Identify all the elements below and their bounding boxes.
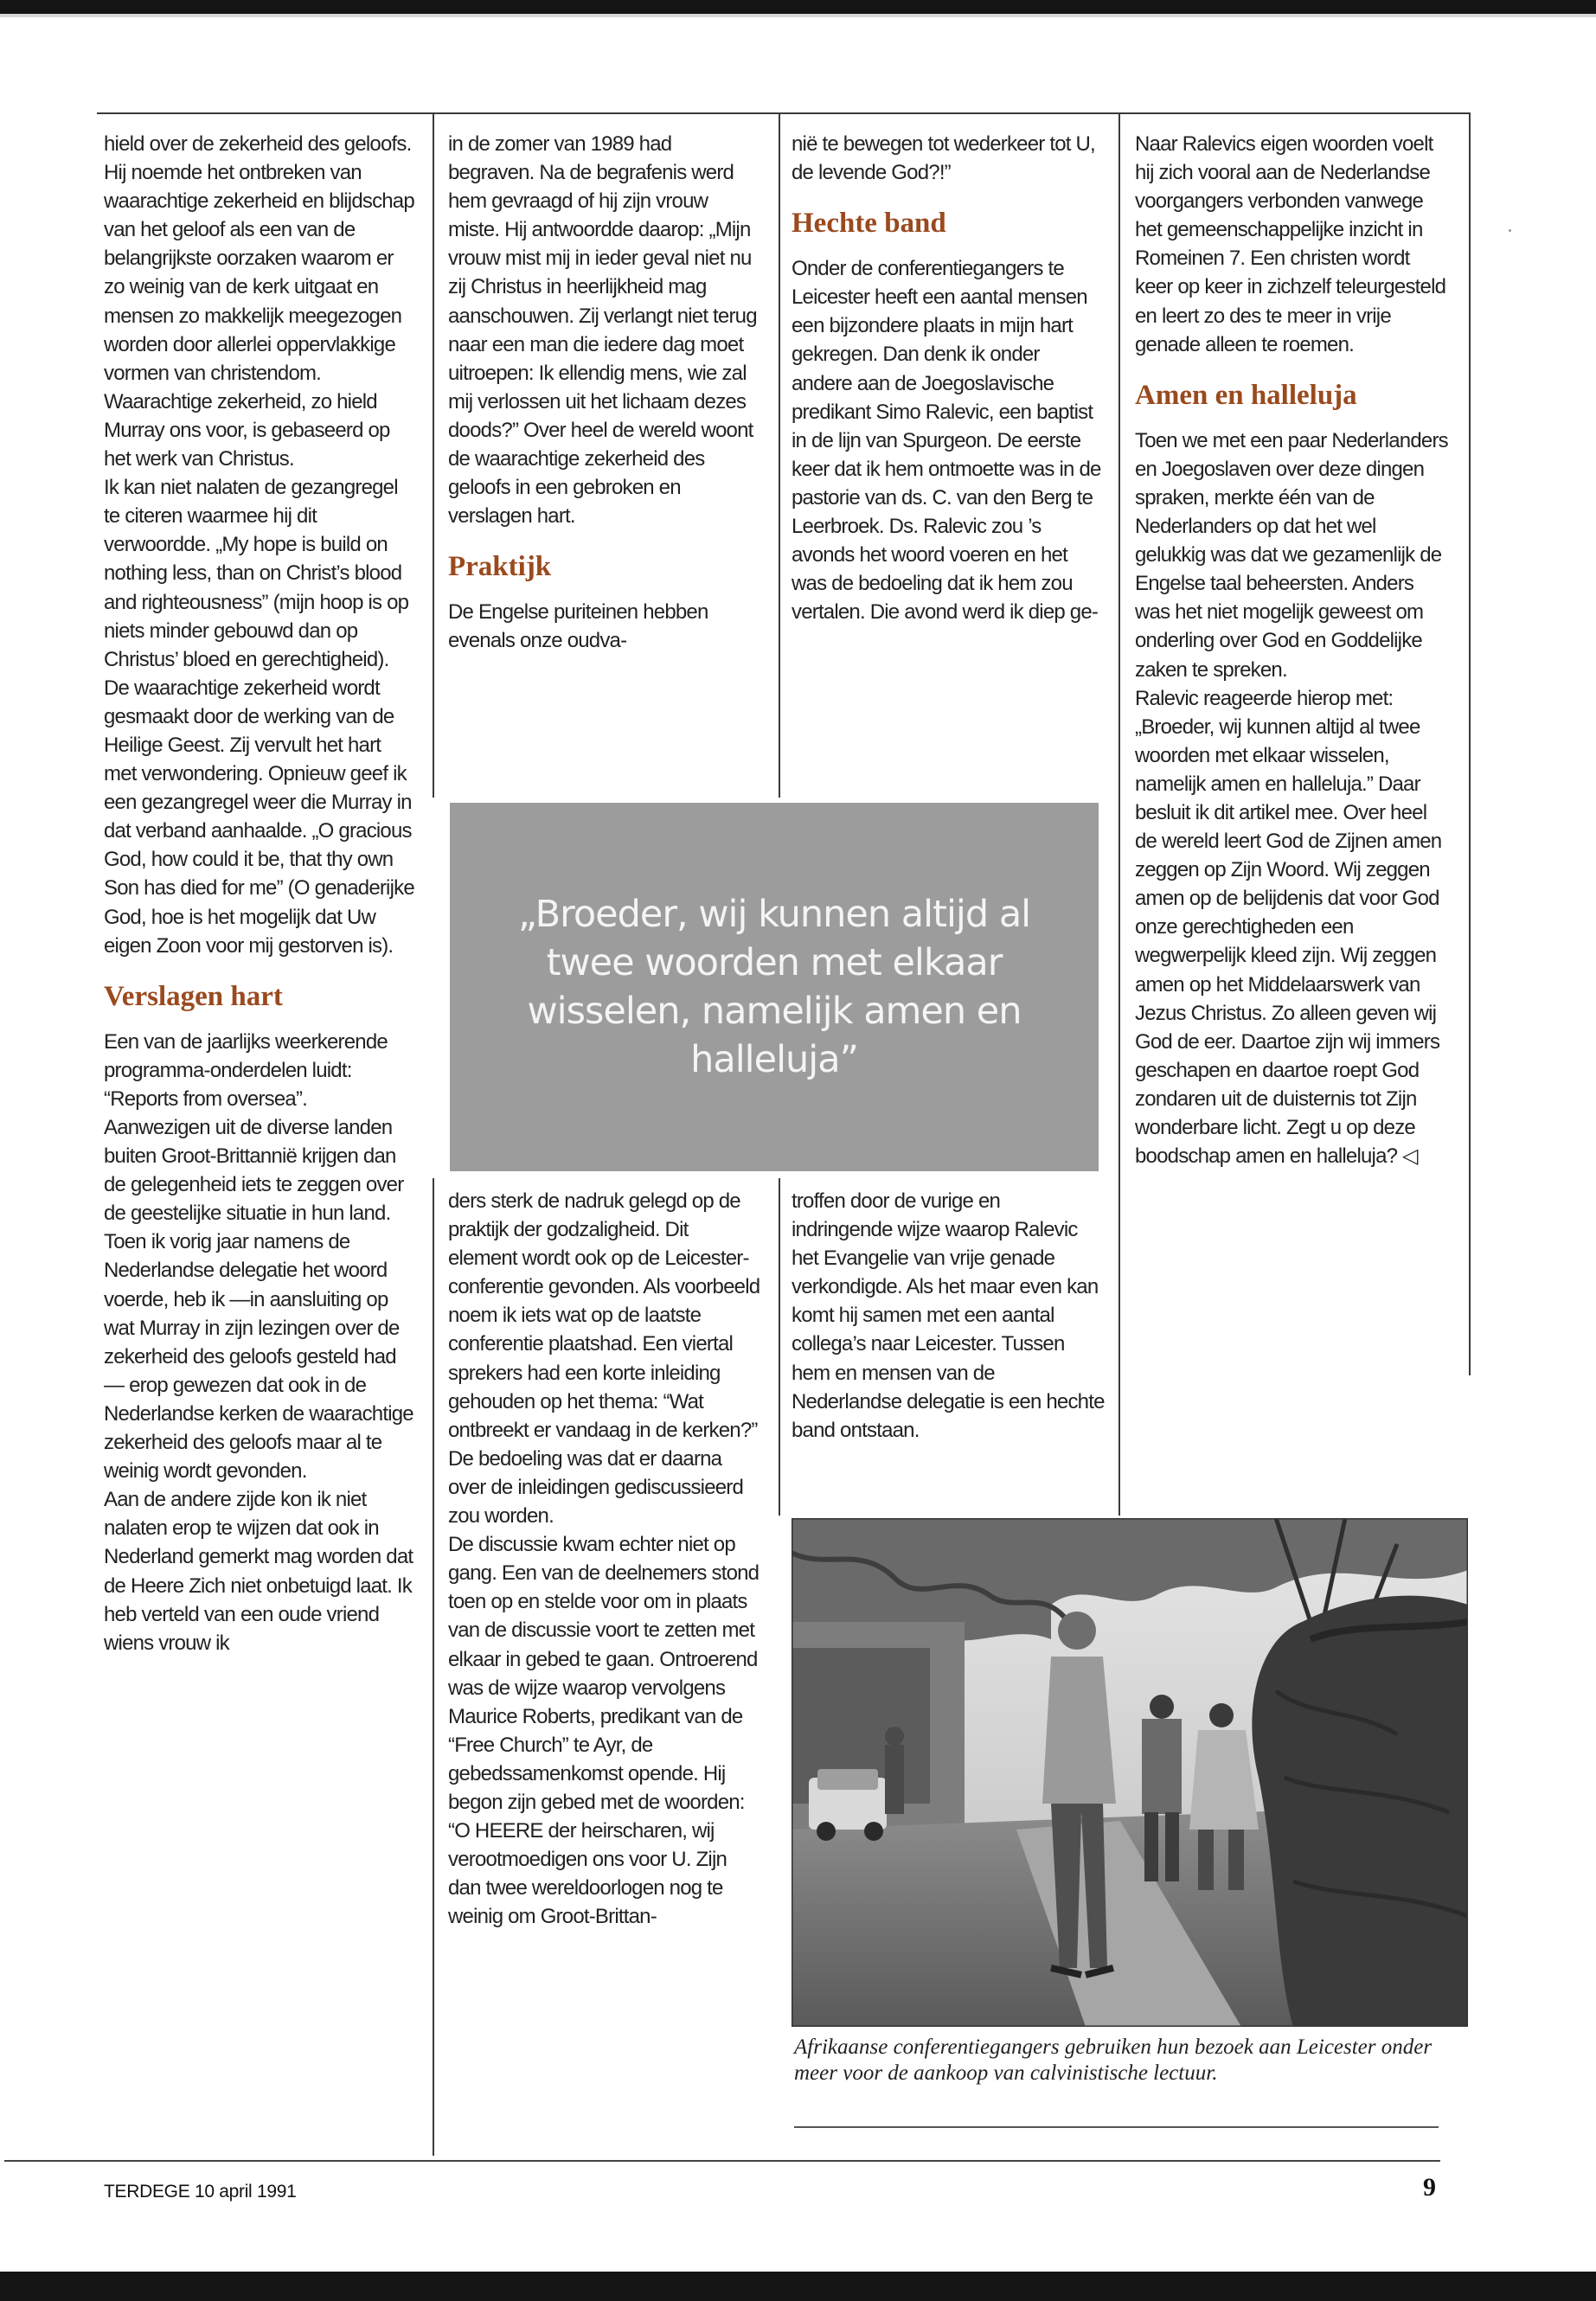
paragraph: troffen door de vurige en indringende wijze waarop Ralevic het Evangelie van vrije genade verkondigde. Als het maar even kan komt hij samen met een aantal collega’s naar Leicester. Tussen hem en mensen van de Nederlandse delegatie is een hechte band ontstaan. bbox=[792, 1189, 1105, 1442]
conference-photo bbox=[792, 1518, 1468, 2027]
paragraph: De Engelse puriteinen hebben evenals onze oudva- bbox=[448, 600, 708, 653]
section-heading: Praktijk bbox=[448, 551, 552, 583]
article-column-4 bbox=[1135, 130, 1451, 1505]
section-heading: Verslagen hart bbox=[104, 980, 283, 1012]
caption-rule bbox=[794, 2126, 1439, 2128]
paragraph: Naar Ralevics eigen woorden voelt hij zich vooral aan de Nederlandse voorgangers verbonden vanwege het gemeenschappelijke inzicht in Romeinen 7. Een christen wordt keer op keer in zichzelf teleurgesteld en leert zo des te meer in vrije genade alleen te roemen. bbox=[1135, 132, 1446, 356]
article-column-1 bbox=[104, 130, 415, 2158]
paragraph: Ik kan niet nalaten de gezangregel te citeren waarmee hij dit verwoordde. „My hope is build on nothing less, than on Christ’s blood and righteousness” (mijn hoop is op niets minder gebouwd dan op Christus’ bloed en gerechtigheid). De waarachtige zekerheid wordt gesmaakt door de werking van de Heilige Geest. Zij vervult het hart met verwondering. Opnieuw geef ik een gezangregel weer die Murray in dat verband aanhaalde. „O gracious God, how could it be, that thy own Son has died for me” (O genaderijke God, hoe is het mogelijk dat Uw eigen Zoon voor mij gestorven is). bbox=[104, 476, 414, 958]
paragraph: Ralevic reageerde hierop met: „Broeder, wij kunnen altijd al twee woorden met elkaar wisselen, namelijk amen en halleluja.” Daar besluit ik dit artikel mee. Over heel de wereld leert God de Zijnen amen zeggen op Zijn Woord. Wij zeggen amen op de belijdenis dat voor God onze gerechtigheden een wegwerpelijk kleed zijn. Wij zeggen amen op het Middelaarswerk van Jezus Christus. Zo alleen geven wij God de eer. Daartoe zijn wij immers geschapen en daartoe roept God zondaren uit de duisternis tot Zijn wonderbare licht. Zegt u op deze boodschap amen en halleluja? ◁ bbox=[1135, 686, 1442, 1169]
pull-quote-box bbox=[450, 803, 1099, 1171]
pull-quote-text: „Broeder, wij kunnen altijd al twee woorden met elkaar wisselen, namelijk amen en halleluja” bbox=[517, 893, 1031, 1081]
paragraph: hield over de zekerheid des geloofs. Hij noemde het ontbreken van waarachtige zekerheid en blijdschap van het geloof als een van de belangrijkste oorzaken waarom er zo weinig van de kerk uitgaat en mensen zo makkelijk meegezogen worden door allerlei oppervlakkige vormen van christendom. Waarachtige zekerheid, zo hield Murray ons voor, is gebaseerd op het werk van Christus. bbox=[104, 132, 414, 471]
paragraph: ders sterk de nadruk gelegd op de praktijk der godzaligheid. Dit element wordt ook op de Leicester-conferentie gevonden. Als voorbeeld noem ik iets wat op de laatste conferentie plaatshad. Een viertal sprekers had een korte inleiding gehouden op het thema: “Wat ontbreekt er vandaag in de kerken?” De bedoeling was dat er daarna over de inleidingen gediscussieerd zou worden. bbox=[448, 1189, 760, 1529]
column-rule-5 bbox=[779, 1178, 780, 1516]
article-column-2-top bbox=[448, 130, 761, 796]
paragraph: Een van de jaarlijks weerkerende programma-onderdelen luidt: “Reports from oversea”. Aanwezigen uit de diverse landen buiten Groot-Brittannië krijgen dan de gelegenheid iets te zeggen over de geestelijke situatie in hun land. Toen ik vorig jaar namens de Nederlandse delegatie het woord voerde, heb ik —in aansluiting op wat Murray in zijn lezingen over de zekerheid des geloofs gesteld had— erop gewezen dat ook in de Nederlandse kerken de waarachtige zekerheid des geloofs maar al te weinig wordt gevonden. bbox=[104, 1029, 413, 1484]
article-column-3-top bbox=[792, 130, 1105, 796]
paragraph: Onder de conferentiegangers te Leicester heeft een aantal mensen een bijzondere plaats in mijn hart gekregen. Dan denk ik onder andere aan de Joegoslavische predikant Simo Ralevic, een baptist in de lijn van Spurgeon. De eerste keer dat ik hem ontmoette was in de pastorie van ds. C. van den Berg te Leerbroek. Ds. Ralevic zou ’s avonds het woord voeren en het was de bedoeling dat ik hem zou vertalen. Die avond werd ik diep ge- bbox=[792, 257, 1101, 625]
column-rule-2 bbox=[779, 114, 780, 798]
column-rule-3 bbox=[1118, 114, 1120, 1516]
publication-footer: TERDEGE 10 april 1991 bbox=[104, 2182, 297, 2202]
article-column-2-bottom bbox=[448, 1187, 761, 2156]
article-column-3-bottom bbox=[792, 1187, 1105, 1511]
page-number: 9 bbox=[1423, 2173, 1436, 2202]
top-border-shadow bbox=[0, 14, 1596, 17]
column-rule-1 bbox=[433, 114, 434, 798]
column-rule-4 bbox=[433, 1178, 434, 2156]
frame-top-rule bbox=[97, 112, 1471, 114]
section-heading: Amen en halleluja bbox=[1135, 379, 1357, 411]
paragraph: Toen we met een paar Nederlanders en Joegoslaven over deze dingen spraken, merkte één van de Nederlanders op dat het wel gelukkig was dat we gezamenlijk de Engelse taal beheersten. Anders was het niet mogelijk geweest om onderling over God en Goddelijke zaken te spreken. bbox=[1135, 428, 1448, 682]
paragraph: nië te bewegen tot wederkeer tot U, de levende God?!” bbox=[792, 132, 1095, 185]
frame-bottom-rule bbox=[4, 2160, 1440, 2162]
section-heading: Hechte band bbox=[792, 208, 946, 240]
frame-right-rule bbox=[1469, 112, 1471, 1375]
bottom-border-band bbox=[0, 2272, 1596, 2301]
paragraph: Aan de andere zijde kon ik niet nalaten erop te wijzen dat ook in Nederland gemerkt mag worden dat de Heere Zich niet onbetuigd laat. Ik heb verteld van een oude vriend wiens vrouw ik bbox=[104, 1488, 413, 1655]
scan-speck bbox=[1509, 229, 1511, 232]
top-border-band bbox=[0, 0, 1596, 14]
paragraph: De discussie kwam echter niet op gang. Een van de deelnemers stond toen op en stelde voor om in plaats van de discussie voort te zetten met elkaar in gebed te gaan. Ontroerend was de wijze waarop vervolgens Maurice Roberts, predikant van de “Free Church” te Ayr, de gebedssamenkomst opende. Hij begon zijn gebed met de woorden: “O HEERE der heirscharen, wij verootmoedigen ons voor U. Zijn dan twee wereldoorlogen nog te weinig om Groot-Brittan- bbox=[448, 1533, 760, 1929]
photo-caption: Afrikaanse conferentiegangers gebruiken hun bezoek aan Leicester onder meer voor de aankoop van calvinistische lectuur. bbox=[794, 2035, 1433, 2085]
paragraph: in de zomer van 1989 had begraven. Na de begrafenis werd hem gevraagd of hij zijn vrouw miste. Hij antwoordde daarop: „Mijn vrouw mist mij in ieder geval niet nu zij Christus in heerlijkheid mag aanschouwen. Zij verlangt niet terug naar een man die iedere dag moet uitroepen: Ik ellendig mens, wie zal mij verlossen uit het lichaam dezes doods?” Over heel de wereld woont de waarachtige zekerheid des geloofs in een gebroken en verslagen hart. bbox=[448, 132, 757, 529]
